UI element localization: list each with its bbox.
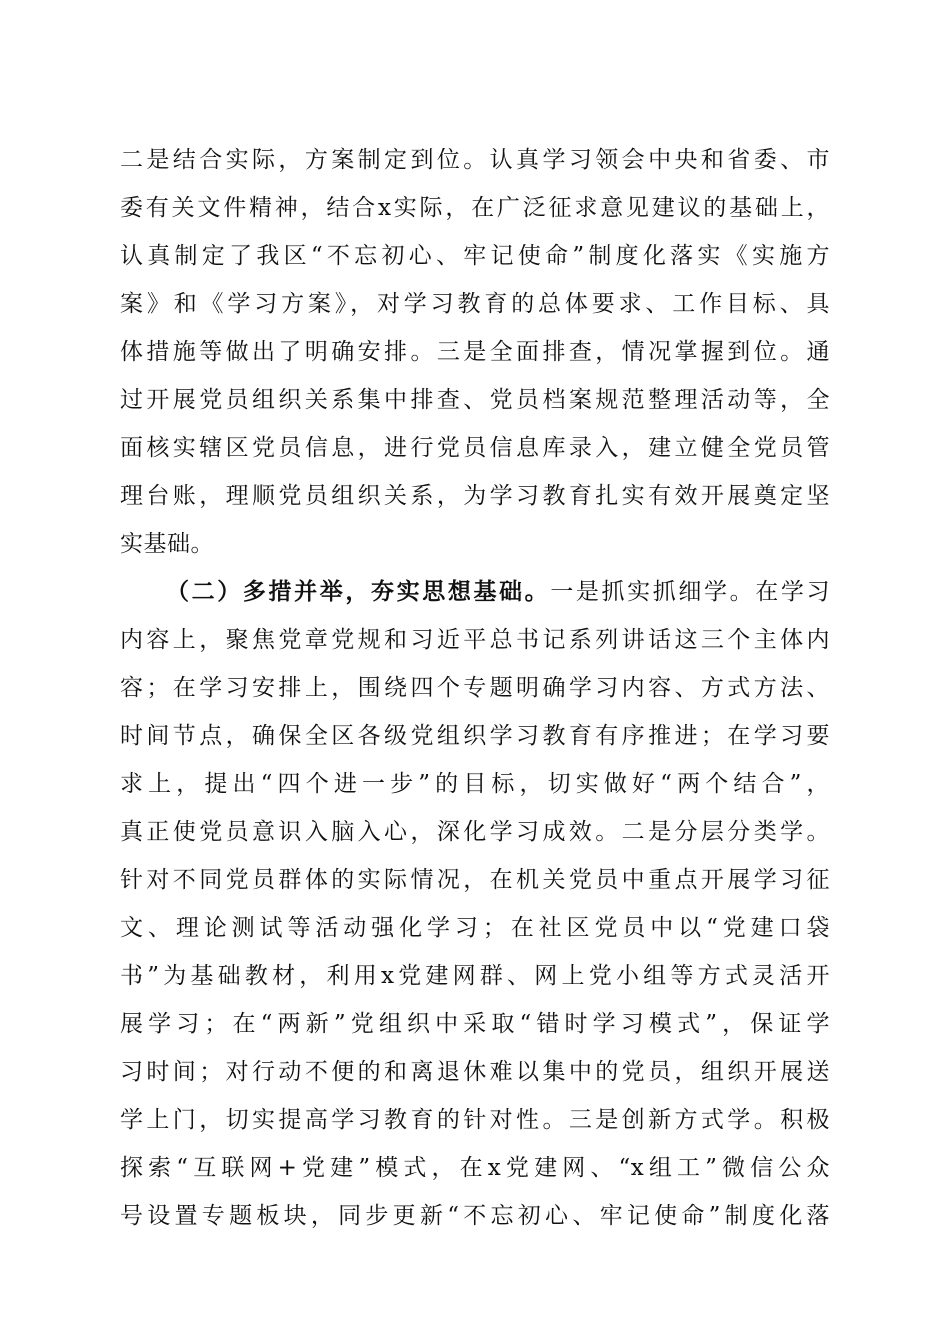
text-line: 面核实辖区党员信息，进行党员信息库录入，建立健全党员管 <box>120 435 830 461</box>
paragraph-2-first-line <box>166 571 830 613</box>
text-line: 展学习；在“两新”党组织中采取“错时学习模式”，保证学 <box>120 1011 830 1037</box>
text-line: 过开展党员组织关系集中排查、党员档案规范整理活动等，全 <box>120 387 830 413</box>
text-line: 学上门，切实提高学习教育的针对性。三是创新方式学。积极 <box>120 1107 830 1133</box>
text-line: 针对不同党员群体的实际情况，在机关党员中重点开展学习征 <box>120 867 830 893</box>
text-line: 号设置专题板块，同步更新“不忘初心、牢记使命”制度化落 <box>120 1203 830 1229</box>
text-line: 时间节点，确保全区各级党组织学习教育有序推进；在学习要 <box>120 723 830 749</box>
text-span: 一是抓实抓细学。在学习 <box>550 579 831 605</box>
text-line: 体措施等做出了明确安排。三是全面排查，情况掌握到位。通 <box>120 339 830 365</box>
text-line: 实基础。 <box>120 531 214 557</box>
text-line: 探索“互联网+党建”模式，在x党建网、“x组工”微信公众 <box>120 1155 830 1181</box>
text-line: 委有关文件精神，结合x实际，在广泛征求意见建议的基础上， <box>120 195 830 221</box>
text-line: 容；在学习安排上，围绕四个专题明确学习内容、方式方法、 <box>120 675 830 701</box>
text-line: 真正使党员意识入脑入心，深化学习成效。二是分层分类学。 <box>120 819 830 845</box>
text-line: 习时间；对行动不便的和离退休难以集中的党员，组织开展送 <box>120 1059 830 1085</box>
text-line: 求上，提出“四个进一步”的目标，切实做好“两个结合”， <box>120 771 830 797</box>
text-line: 案》和《学习方案》，对学习教育的总体要求、工作目标、具 <box>120 291 830 317</box>
text-line: 书”为基础教材，利用x党建网群、网上党小组等方式灵活开 <box>120 963 830 989</box>
text-line: 认真制定了我区“不忘初心、牢记使命”制度化落实《实施方 <box>120 243 830 269</box>
text-line: 二是结合实际，方案制定到位。认真学习领会中央和省委、市 <box>120 147 830 173</box>
text-line: 理台账，理顺党员组织关系，为学习教育扎实有效开展奠定坚 <box>120 483 830 509</box>
text-line: 文、理论测试等活动强化学习；在社区党员中以“党建口袋 <box>120 915 830 941</box>
text-line: 内容上，聚焦党章党规和习近平总书记系列讲话这三个主体内 <box>120 627 830 653</box>
section-heading: （二）多措并举，夯实思想基础。 <box>166 578 551 605</box>
